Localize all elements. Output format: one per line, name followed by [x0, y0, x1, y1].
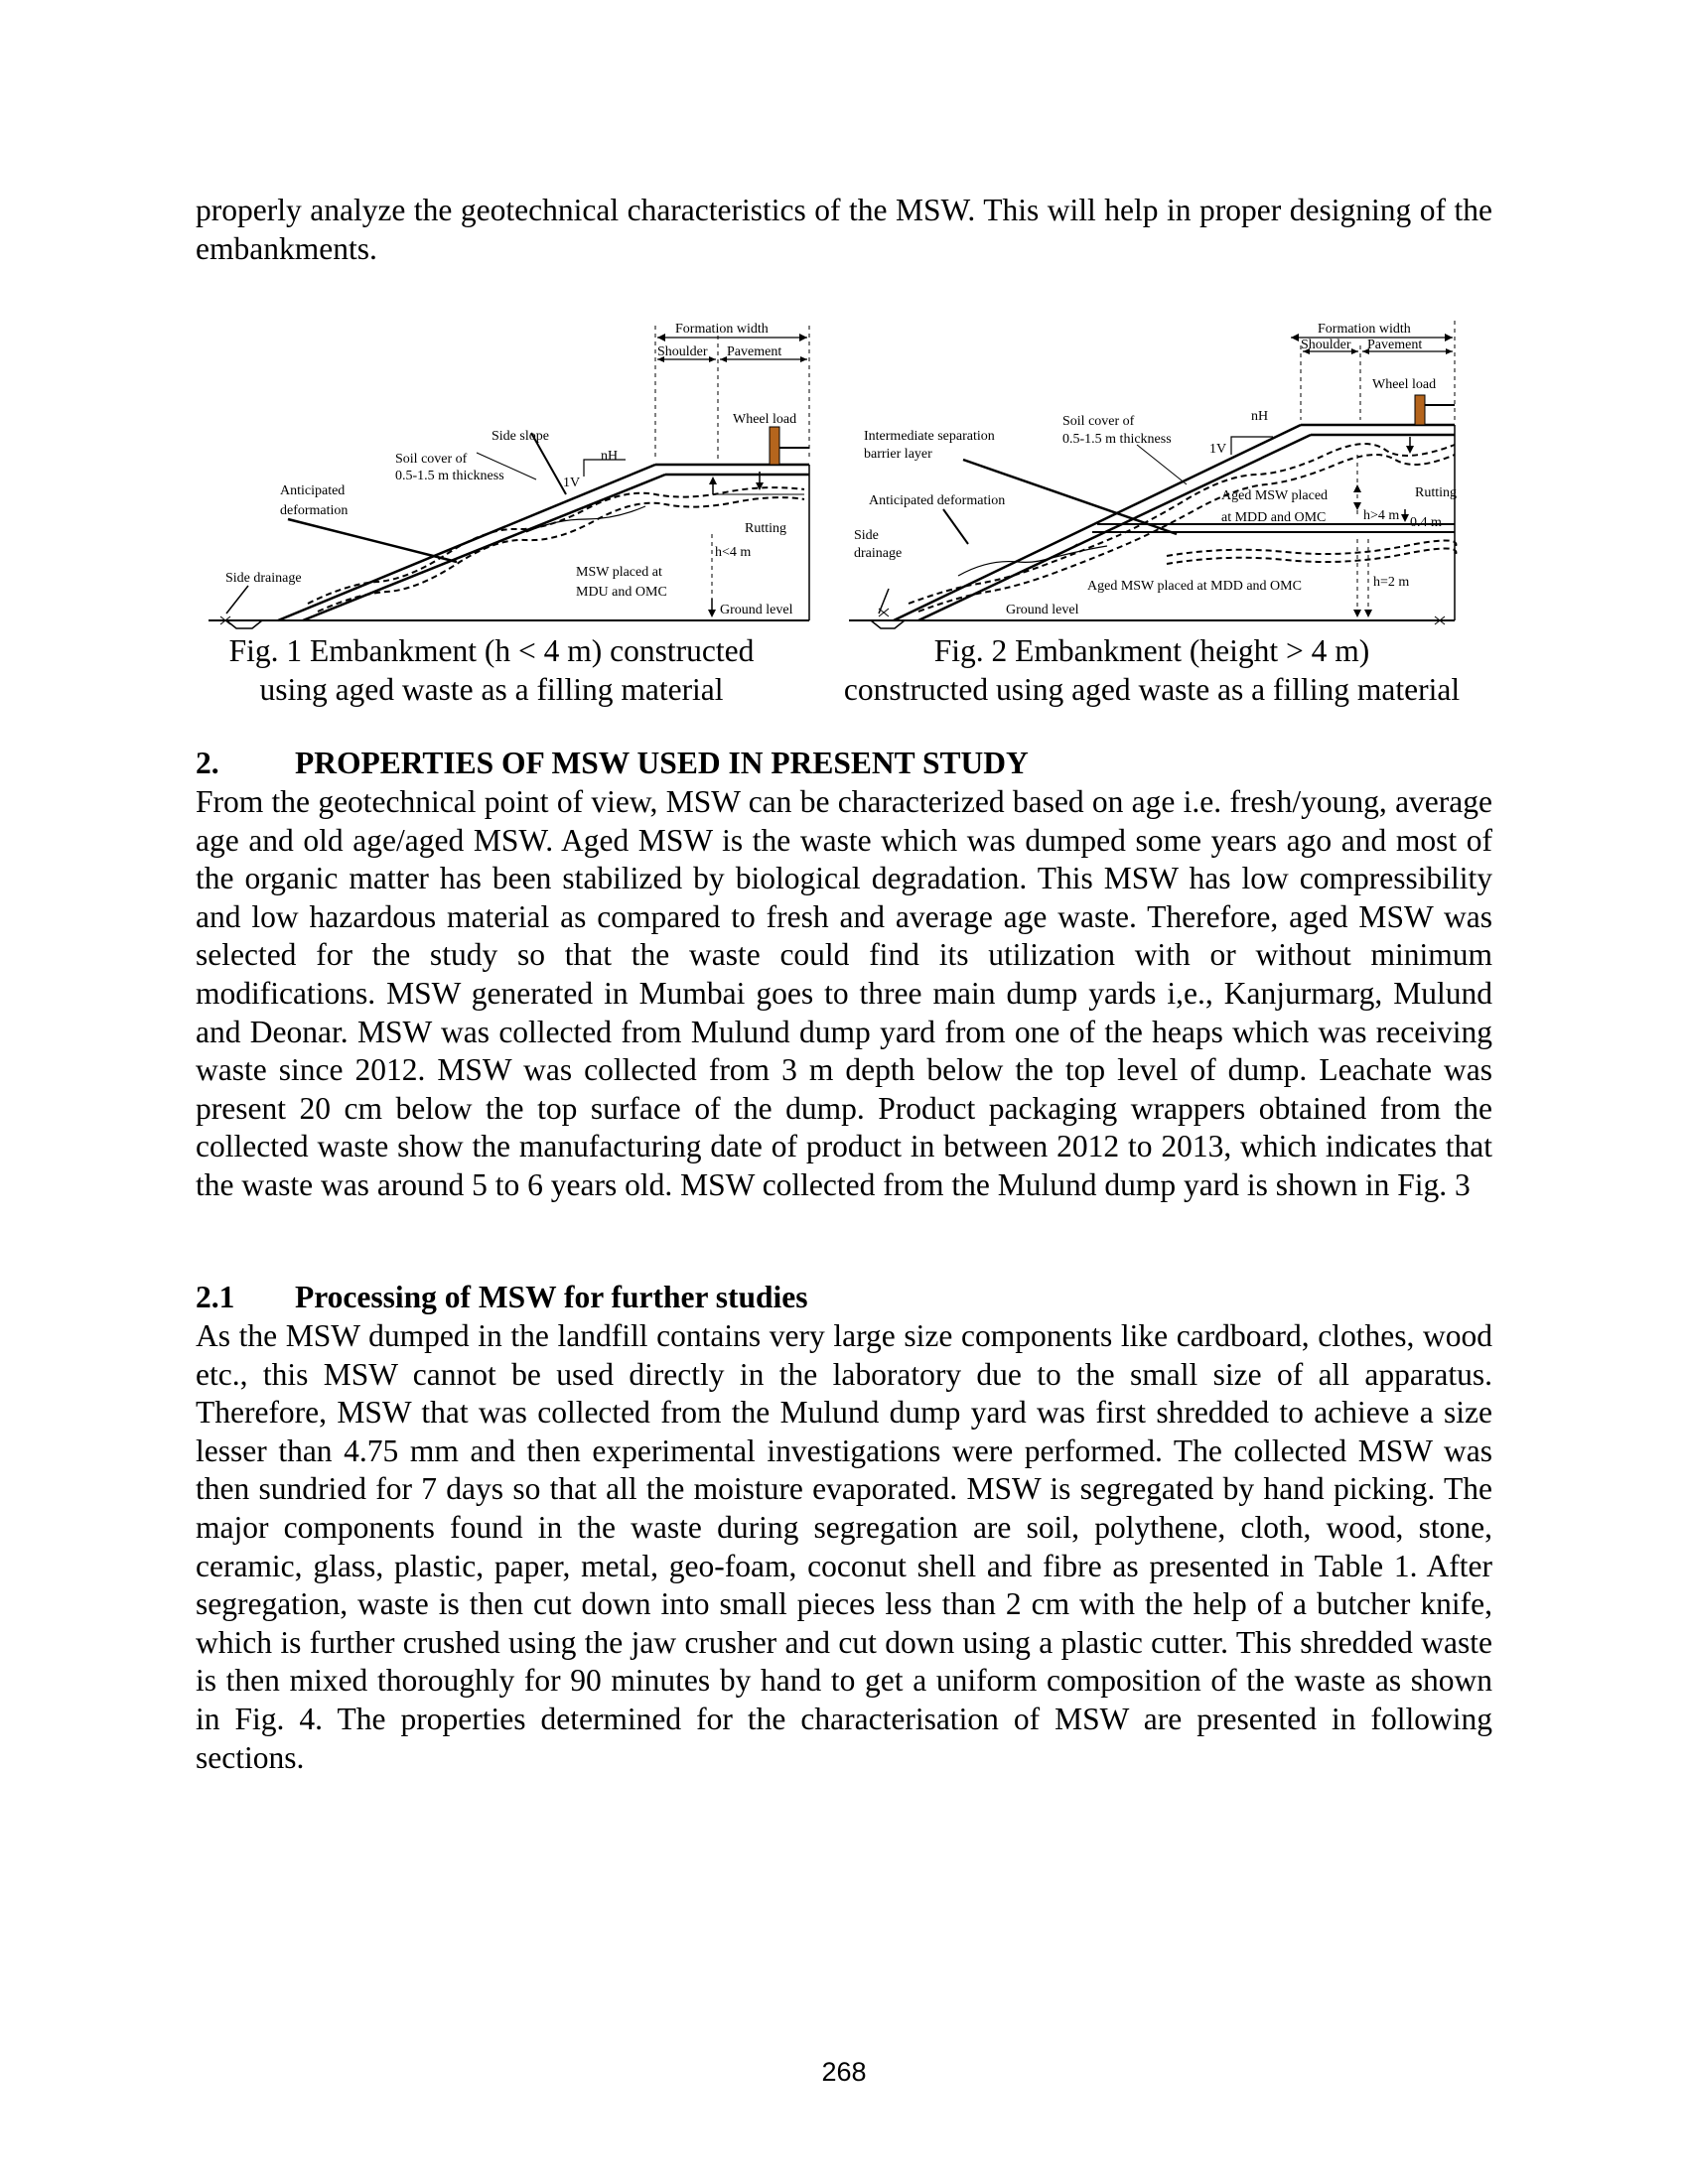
fig1-side-slope-label: Side slope: [492, 429, 549, 444]
fig1-shoulder-label: Shoulder: [657, 344, 708, 359]
fig1-msw-label-2: MDU and OMC: [576, 585, 667, 600]
section-2-title: PROPERTIES OF MSW USED IN PRESENT STUDY: [295, 746, 1029, 780]
fig1-side-drainage-label: Side drainage: [225, 571, 302, 586]
fig2-h2-label: h=2 m: [1373, 575, 1410, 590]
fig2-soil-cover-label-1: Soil cover of: [1062, 414, 1135, 429]
fig2-depth-label: 0.4 m: [1410, 515, 1442, 530]
fig2-aged-lower-label: Aged MSW placed at MDD and OMC: [1087, 579, 1302, 594]
fig1-soil-cover-label-2: 0.5-1.5 m thickness: [395, 469, 504, 483]
fig2-anticipated-label: Anticipated deformation: [869, 493, 1006, 508]
fig1-ground-level-label: Ground level: [720, 603, 793, 617]
figure-1-diagram: [209, 316, 814, 638]
fig1-formation-width-label: Formation width: [675, 322, 769, 337]
section-2-1-heading: [196, 1279, 1492, 1317]
fig2-intermediate-label-1: Intermediate separation: [864, 429, 995, 444]
fig2-rutting-label: Rutting: [1415, 485, 1458, 500]
fig2-side-label-1: Side: [854, 528, 879, 543]
section-2-1-title: Processing of MSW for further studies: [295, 1280, 808, 1314]
fig2-wheel-load-label: Wheel load: [1372, 377, 1437, 392]
fig1-anticipated-label-2: deformation: [280, 503, 349, 518]
fig2-shoulder-label: Shoulder: [1301, 338, 1351, 352]
section-2-body: From the geotechnical point of view, MSW can be characterized based on age i.e. fresh/young, average age and old age/aged MSW. Aged MSW is the waste which was dumped some years ago and most of the organic matter has been stabilized by biological degradation. This MSW has low compressibility and low hazardous material as compared to fresh and average age waste. Therefore, aged MSW was selected for the study so that the waste could find its utilization with or without minimum modifications. MSW generated in Mumbai goes to three main dump yards i,e., Kanjurmarg, Mulund and Deonar. MSW was collected from Mulund dump yard from one of the heaps which was receiving waste since 2012. MSW was collected from 3 m depth below the top level of dump. Leachate was present 20 cm below the top surface of the dump. Product packaging wrappers obtained from the collected waste show the manufacturing date of product in between 2012 to 2013, which indicates that the waste was around 5 to 6 years old. MSW collected from the Mulund dump yard is shown in Fig. 3: [196, 784, 1492, 1202]
section-2-number: 2.: [196, 746, 219, 780]
fig2-aged-upper-label-1: Aged MSW placed: [1221, 488, 1329, 503]
fig2-soil-cover-label-2: 0.5-1.5 m thickness: [1062, 432, 1172, 447]
figure-2-caption-line-1: Fig. 2 Embankment (height > 4 m): [933, 633, 1370, 668]
fig1-anticipated-label-1: Anticipated: [280, 483, 346, 498]
fig2-formation-width-label: Formation width: [1318, 322, 1411, 337]
figure-2-diagram: [849, 316, 1460, 638]
fig1-1v-label: 1V: [563, 476, 581, 490]
fig2-intermediate-label-2: barrier layer: [864, 447, 932, 462]
figure-1-caption-line-2: using aged waste as a filling material: [259, 671, 724, 707]
fig1-pavement-label: Pavement: [727, 344, 782, 359]
fig1-nh-label: nH: [601, 449, 619, 464]
fig2-side-label-2: drainage: [854, 546, 903, 561]
figure-2-caption: [814, 632, 1489, 709]
fig2-h-label: h>4 m: [1363, 508, 1400, 523]
fig1-soil-cover-label-1: Soil cover of: [395, 452, 468, 467]
fig2-pavement-label: Pavement: [1367, 338, 1423, 352]
fig1-h-label: h<4 m: [715, 545, 752, 560]
section-2-1-body: As the MSW dumped in the landfill contains very large size components like cardboard, clothes, wood etc., this MSW cannot be used directly in the laboratory due to the small size of all apparatus. Therefore, MSW that was collected from the Mulund dump yard was first shredded to achieve a size lesser than 4.75 mm and then experimental investigations were performed. The collected MSW was then sundried for 7 days so that all the moisture evaporated. MSW is segregated by hand picking. The major components found in the waste during segregation are soil, polythene, cloth, wood, stone, ceramic, glass, plastic, paper, metal, geo-foam, coconut shell and fibre as presented in Table 1. After segregation, waste is then cut down into small pieces less than 2 cm with the help of a butcher knife, which is further crushed using the jaw crusher and cut down using a plastic cutter. This shredded waste is then mixed thoroughly for 90 minutes by hand to get a uniform composition of the waste as shown in Fig. 4. The properties determined for the characterisation of MSW are presented in following sections.: [196, 1318, 1492, 1775]
section-2-heading: [196, 745, 1492, 783]
fig2-aged-upper-label-2: at MDD and OMC: [1221, 510, 1327, 525]
figure-1-caption-line-1: Fig. 1 Embankment (h < 4 m) constructed: [228, 633, 755, 668]
section-2-1-number: 2.1: [196, 1280, 235, 1314]
fig2-ground-level-label: Ground level: [1006, 603, 1079, 617]
fig1-rutting-label: Rutting: [745, 521, 787, 536]
fig1-wheel-load-label: Wheel load: [733, 412, 797, 427]
fig2-nh-label: nH: [1251, 409, 1269, 424]
fig2-1v-label: 1V: [1209, 442, 1227, 457]
figure-2-caption-line-2: constructed using aged waste as a filling material: [843, 671, 1461, 707]
fig1-msw-label-1: MSW placed at: [576, 565, 662, 580]
figure-1-caption: [199, 632, 784, 709]
page-number: 268: [821, 2057, 867, 2087]
intro-paragraph: properly analyze the geotechnical characteristics of the MSW. This will help in proper designing of the embankments.: [196, 193, 1492, 266]
